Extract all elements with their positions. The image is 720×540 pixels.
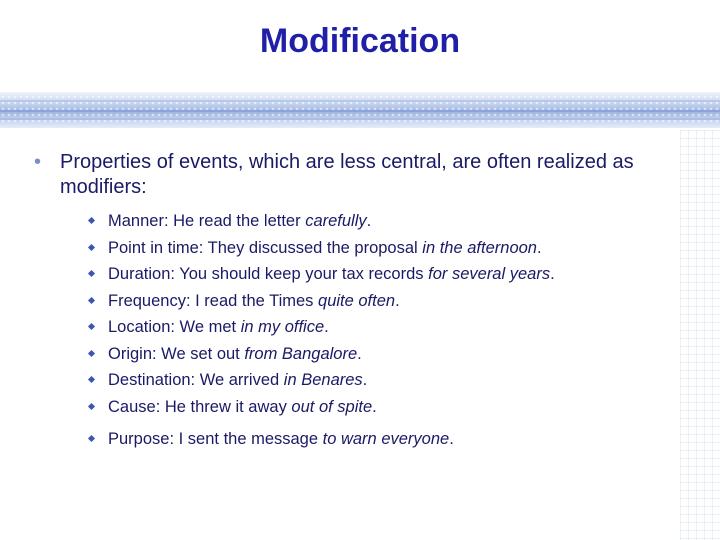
- slide-content: [30, 150, 690, 453]
- list-item: [86, 314, 690, 341]
- list-item: [86, 341, 690, 368]
- diamond-bullet-icon: [86, 367, 100, 393]
- item-text: Manner: He read the letter carefully.: [108, 212, 372, 230]
- list-item: [86, 367, 690, 394]
- diamond-bullet-icon: [86, 261, 100, 287]
- modifier-list: [86, 208, 690, 453]
- item-text: Destination: We arrived in Benares.: [108, 371, 368, 389]
- diamond-bullet-icon: [86, 208, 100, 234]
- header-band-line: [0, 110, 720, 112]
- item-text: Origin: We set out from Bangalore.: [108, 344, 362, 363]
- diamond-bullet-icon: [86, 314, 100, 340]
- diamond-bullet-icon: [86, 394, 100, 420]
- diamond-bullet-icon: [86, 235, 100, 261]
- item-text: Cause: He threw it away out of spite.: [108, 397, 377, 416]
- header-band-line: [0, 118, 720, 120]
- item-text: Point in time: They discussed the proposal in the afternoon.: [108, 238, 542, 257]
- item-text: Duration: You should keep your tax records for several years.: [108, 265, 555, 283]
- diamond-bullet-icon: [86, 341, 100, 367]
- bullet-dot-icon: •: [34, 151, 42, 173]
- main-bullet: [30, 150, 690, 200]
- slide-title: Modification: [259, 22, 461, 60]
- main-bullet-text: Properties of events, which are less central, are often realized as modifiers:: [60, 151, 634, 198]
- list-item: [86, 261, 690, 288]
- item-text: Frequency: I read the Times quite often.: [108, 291, 400, 310]
- list-item: [86, 426, 690, 453]
- list-item: [86, 394, 690, 421]
- header-band-line: [0, 100, 720, 102]
- list-item: [86, 235, 690, 262]
- item-text: Purpose: I sent the message to warn everyone.: [108, 430, 454, 448]
- diamond-bullet-icon: [86, 288, 100, 314]
- diamond-bullet-icon: [86, 426, 100, 452]
- list-item: [86, 288, 690, 315]
- item-text: Location: We met in my office.: [108, 318, 329, 336]
- list-item: [86, 208, 690, 235]
